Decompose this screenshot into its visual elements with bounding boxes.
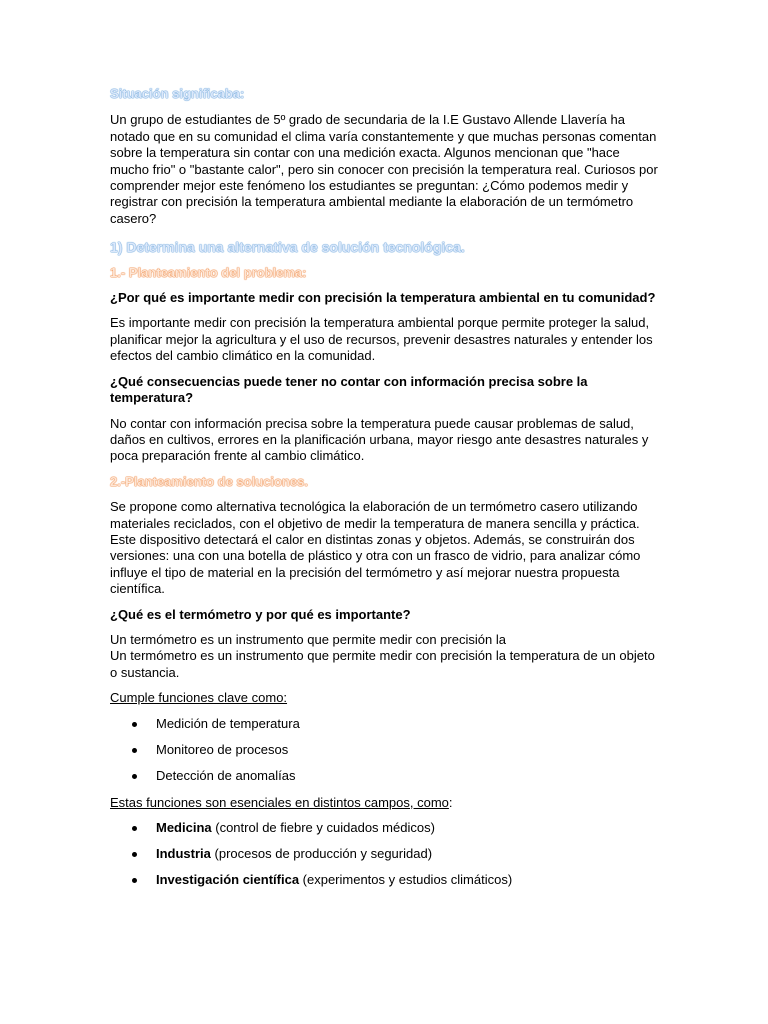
bullet-icon [132, 774, 137, 779]
function-item: Monitoreo de procesos [156, 741, 289, 757]
list-item [110, 768, 658, 794]
fields-list [110, 820, 658, 898]
bullet-icon [132, 826, 137, 831]
field-term: Medicina [156, 820, 212, 835]
list-item [110, 872, 658, 898]
bullet-icon [132, 852, 137, 857]
list-item [110, 742, 658, 768]
intro-paragraph: Un grupo de estudiantes de 5º grado de secundaria de la I.E Gustavo Allende Llavería ha notado que en su comunidad el clima varía constantemente y que muchas personas comentan sobre la temperatura sin contar con una medición exacta. Algunos mencionan que "hace mucho frio" o "bastante calor", pero sin conocer con precisión la temperatura real. Curiosos por comprender mejor este fenómeno los estudiantes se preguntan: ¿Cómo podemos medir y registrar con precisión la temperatura ambiental mediante la elaboración de un termómetro casero? [110, 112, 658, 226]
functions-label-text: Cumple funciones clave como: [110, 690, 288, 706]
functions-label [110, 690, 658, 706]
fields-label [110, 795, 658, 811]
question-2: ¿Qué consecuencias puede tener no contar con información precisa sobre la temperatura? [110, 373, 588, 406]
field-term: Investigación científica [156, 872, 300, 887]
solutions-paragraph: Se propone como alternativa tecnológica la elaboración de un termómetro casero utilizando materiales reciclados, con el objetivo de medir la temperatura de manera sencilla y práctica. Este dispositivo detectará el calor en distintas zonas y objetos. Además, se construirán dos versiones: una con una botella de plástico y otra con un frasco de vidrio, para analizar cómo influye el tipo de material en la precisión del termómetro y así mejorar nuestra propuesta científica. [110, 499, 641, 597]
list-item [110, 820, 658, 846]
field-desc: (experimentos y estudios climáticos) [299, 872, 513, 887]
problem-heading: 1.- Planteamiento del problema: [110, 264, 307, 280]
answer-3-line1: Un termómetro es un instrumento que permite medir con precisión la [110, 631, 506, 647]
fields-label-colon: : [448, 794, 453, 810]
bullet-icon [132, 748, 137, 753]
list-item [110, 846, 658, 872]
function-item: Detección de anomalías [156, 767, 296, 783]
bullet-icon [132, 722, 137, 727]
answer-3-line2: Un termómetro es un instrumento que permite medir con precisión la temperatura de un objeto o sustancia. [110, 648, 655, 680]
fields-label-text: Estas funciones son esenciales en distintos campos, como [110, 794, 449, 810]
field-desc: (procesos de producción y seguridad) [210, 846, 433, 861]
functions-list [110, 716, 658, 794]
bullet-icon [132, 878, 137, 883]
question-1: ¿Por qué es importante medir con precisión la temperatura ambiental en tu comunidad? [110, 290, 656, 306]
section1-heading: 1) Determina una alternativa de solución tecnológica. [110, 239, 465, 256]
field-desc: (control de fiebre y cuidados médicos) [211, 820, 435, 835]
situation-title: Situación significaba: [110, 86, 245, 101]
list-item [110, 716, 658, 742]
field-term: Industria [156, 846, 211, 861]
document-body [110, 86, 658, 898]
question-3: ¿Qué es el termómetro y por qué es importante? [110, 606, 411, 622]
function-item: Medición de temperatura [156, 715, 300, 731]
answer-2: No contar con información precisa sobre la temperatura puede causar problemas de salud, daños en cultivos, errores en la planificación urbana, mayor riesgo ante desastres naturales y poca preparación frente al cambio climático. [110, 415, 649, 464]
answer-1: Es importante medir con precisión la temperatura ambiental porque permite proteger la salud, planificar mejor la agricultura y el uso de recursos, prevenir desastres naturales y entender los efectos del cambio climático en la comunidad. [110, 315, 653, 364]
solutions-heading: 2.-Planteamiento de soluciones. [110, 473, 308, 489]
